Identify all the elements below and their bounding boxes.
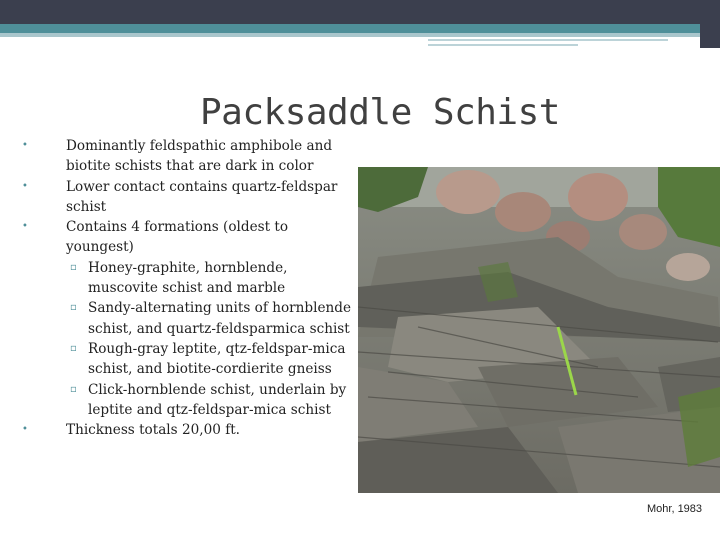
bullet-text: Click-hornblende schist, underlain by leptite and qtz-feldspar-mica schist — [88, 381, 347, 418]
header-stripe — [428, 44, 578, 46]
bullet-item — [22, 380, 352, 421]
bullet-mark: ▫ — [70, 342, 77, 354]
rock-outcrop-image — [358, 167, 720, 493]
header-bar-light — [0, 33, 720, 37]
bullet-item — [22, 217, 352, 258]
bullet-mark: ▫ — [70, 261, 77, 273]
bullet-text: Lower contact contains quartz-feldspar schist — [66, 178, 338, 215]
bullet-text: Sandy-alternating units of hornblende schist, and quartz-feldsparmica schist — [88, 300, 351, 337]
header-bar-corner — [700, 0, 720, 48]
bullet-mark: ▫ — [70, 383, 77, 395]
bullet-item — [22, 420, 352, 440]
bullet-list — [22, 136, 352, 440]
slide-title: Packsaddle Schist — [200, 92, 560, 133]
bullet-text: Dominantly feldspathic amphibole and biotite schists that are dark in color — [66, 138, 333, 175]
bullet-item — [22, 136, 352, 177]
bullet-item — [22, 298, 352, 339]
bullet-mark: • — [22, 424, 28, 436]
bullet-text: Thickness totals 20,00 ft. — [66, 422, 241, 439]
header-bar-teal — [0, 24, 720, 33]
header-stripe — [428, 39, 668, 41]
bullet-mark: • — [22, 140, 28, 151]
bullet-item — [22, 177, 352, 218]
bullet-text: Rough-gray leptite, qtz-feldspar-mica schist, and biotite-cordierite gneiss — [88, 340, 346, 378]
bullet-mark: • — [22, 221, 28, 233]
bullet-item — [22, 339, 352, 380]
bullet-text: Honey-graphite, hornblende, muscovite schist and marble — [88, 259, 288, 297]
header-bar-dark — [0, 0, 720, 24]
photo-caption: Mohr, 1983 — [647, 503, 703, 515]
rock-outcrop-photo — [358, 167, 720, 493]
bullet-mark: ▫ — [70, 302, 77, 314]
bullet-text: Contains 4 formations (oldest to youngest) — [66, 219, 289, 256]
bullet-mark: • — [22, 180, 28, 192]
bullet-item — [22, 258, 352, 299]
